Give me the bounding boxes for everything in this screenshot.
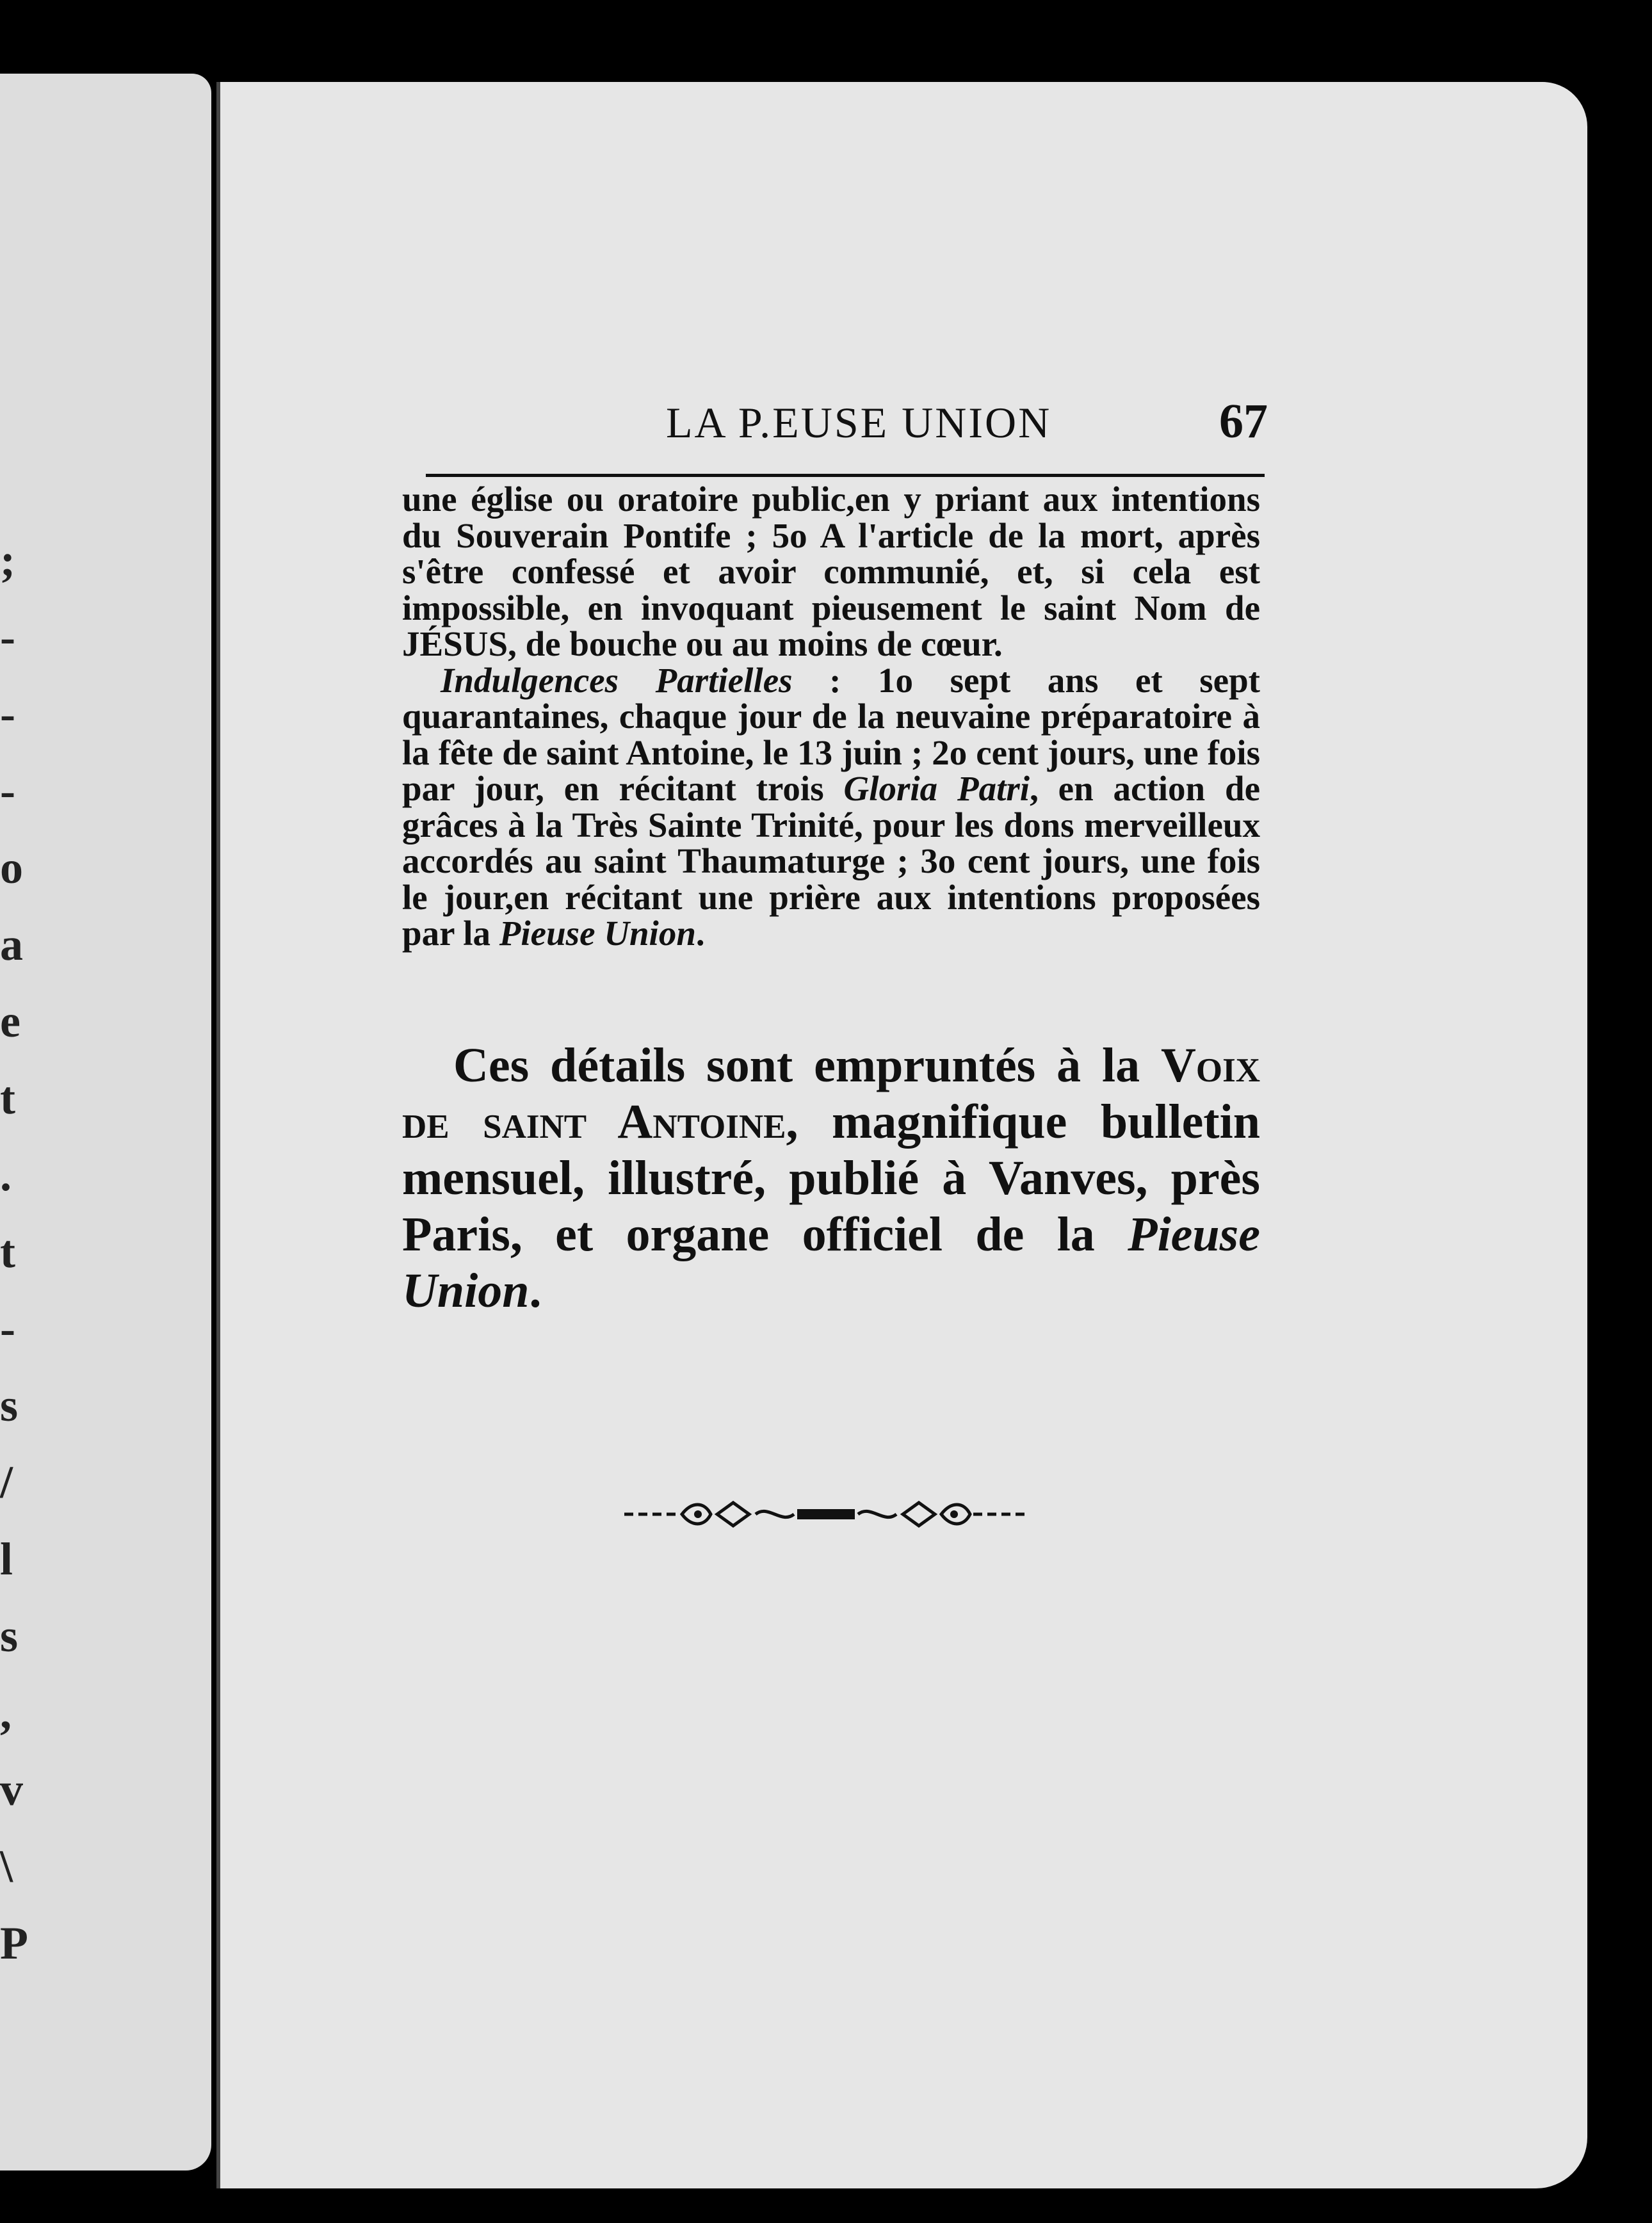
prayer-name: Gloria Patri <box>843 769 1030 808</box>
facing-page-edge <box>0 74 211 2170</box>
paragraph-source <box>402 1037 1260 1319</box>
source-note <box>402 1037 1260 1319</box>
edge-char: ; <box>0 535 15 586</box>
page-number: 67 <box>1219 394 1268 448</box>
edge-char: t <box>0 1226 15 1277</box>
text-segment: , magnifique bulletin mensuel, illustré, publié à Vanves, près Paris, et organe officiel de la <box>402 1095 1261 1261</box>
edge-char: s <box>0 1380 19 1431</box>
edge-char: o <box>0 842 23 893</box>
text-segment: , en action de grâces à la Très Sainte Trinité, pour les dons merveilleux accordés au saint Thaumaturge ; 3o cent jours, une fois le jour,en récitant une prière aux intentions proposées par la <box>402 769 1260 953</box>
edge-char: l <box>0 1533 13 1585</box>
association-name: Pieuse Union <box>402 1208 1260 1318</box>
header-rule <box>426 474 1265 477</box>
edge-char: / <box>0 1457 13 1508</box>
bulletin-name: Voix de saint Antoine <box>402 1039 1260 1149</box>
edge-char: a <box>0 919 23 970</box>
paragraph-continued: une église ou oratoire public,en y priant aux intentions du Souverain Pontife ; 5o A l'article de la mort, après s'être confessé et avoir communié, et, si cela est impossible, en invoquant pieusement le saint Nom de JÉSUS, de bouche ou au moins de cœur. <box>402 480 1260 663</box>
edge-char: . <box>0 1149 12 1200</box>
edge-char: - <box>0 765 15 816</box>
edge-char: e <box>0 996 20 1047</box>
indulgences-text <box>402 481 1260 952</box>
edge-char: P <box>0 1918 28 1969</box>
text-segment: Ces détails sont empruntés à la <box>453 1039 1161 1092</box>
text-segment: . <box>529 1264 542 1318</box>
page-header <box>666 394 1268 458</box>
decorative-fleuron <box>621 1495 1031 1533</box>
facing-page-characters <box>0 522 26 1982</box>
edge-char: t <box>0 1072 15 1124</box>
edge-char: - <box>0 611 15 663</box>
section-label: Indulgences Partielles <box>441 660 793 700</box>
paragraph-partial-indulgences <box>402 660 1260 953</box>
association-name: Pieuse Union <box>499 914 696 953</box>
edge-char: s <box>0 1610 19 1661</box>
edge-char: , <box>0 1687 12 1738</box>
edge-char: - <box>0 688 15 740</box>
edge-char: - <box>0 1303 15 1354</box>
edge-char: \ <box>0 1841 13 1892</box>
edge-char: v <box>0 1764 23 1815</box>
running-title: LA P.EUSE UNION <box>666 398 1052 447</box>
text-segment: . <box>695 914 705 953</box>
text-segment: : 1o sept ans et sept quarantaines, chaque jour de la neuvaine préparatoire à la fête de saint Antoine, le 13 juin ; 2o cent jours, une fois par jour, en récitant trois <box>402 660 1260 808</box>
